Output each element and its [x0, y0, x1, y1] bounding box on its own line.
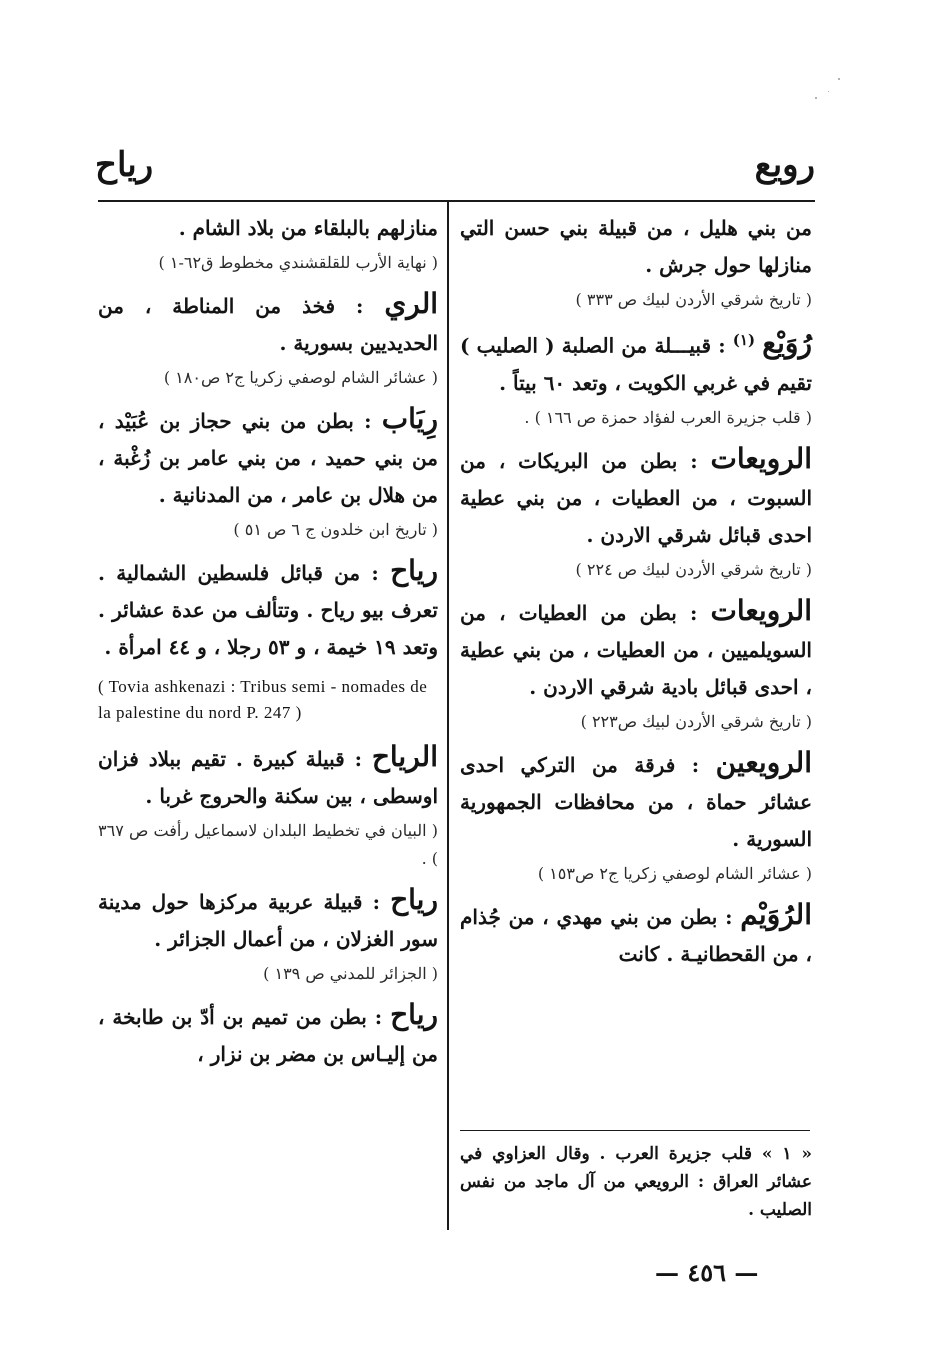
source-citation: ( عشائر الشام لوصفي زكريا ج٢ ص١٨٠ ) [163, 368, 438, 387]
dictionary-entry [460, 592, 812, 706]
entry-headword: رياح [390, 998, 439, 1031]
entry-text: منازلهم بالبلقاء من بلاد الشام . [178, 216, 438, 240]
entry-headword: الرُوَيْم [740, 897, 812, 931]
entry-text: : بطن من البريكات ، من السبوت ، من العطيات ، من بني عطية احدى قبائل شرقي الاردن . [460, 448, 812, 547]
footnote-rule [460, 1130, 810, 1131]
entry-headword: الرويعين [715, 745, 812, 779]
entry-text: : فخذ من المناطة ، من الحديديين بسورية . [98, 294, 438, 355]
source-citation: ( تاريخ شرقي الأردن لبيك ص٢٢٣ ) [580, 711, 812, 731]
entry-headword: الري [384, 287, 439, 320]
running-head-right: رويع [754, 145, 815, 185]
scan-speck [815, 97, 817, 99]
source-citation: ( تاريخ ابن خلدون ج ٦ ص ٥١ ) [233, 520, 438, 539]
dictionary-entry [98, 400, 438, 514]
dictionary-entry [460, 744, 812, 858]
entry-text: : قبيلة عربية مركزها حول مدينة سور الغزلان ، من أعمال الجزائر . [98, 890, 438, 951]
entry-text: : بطن من بني حجاز بن عُبَيْد ، من بني حميد ، من بني عامر بن زُغْبة ، من هلال بن عامر ، من المدنانية . [98, 409, 438, 507]
dictionary-entry [98, 881, 438, 958]
left-column [98, 210, 438, 1073]
entry-headword: رياح [390, 883, 438, 916]
source-citation: ( عشائر الشام لوصفي زكريا ج٢ ص١٥٣ ) [537, 863, 812, 883]
entry-headword: الرويعات [710, 441, 812, 475]
entry-text: : قبيـــلة من الصلبة ( الصليب ) تقيم في غربي الكويت ، وتعد ٦٠ بيتاً . [460, 333, 812, 395]
entry-headword: رُوَيْع [762, 326, 812, 360]
entry-text: : فرقة من التركي احدى عشائر حماة ، من محافظات الجمهورية السورية . [460, 752, 812, 851]
latin-citation: ( Tovia ashkenazi : Tribus semi - nomades de la palestine du nord P. 247 ) [98, 677, 428, 722]
dictionary-entry [98, 738, 438, 815]
dictionary-entry [460, 896, 812, 973]
source-citation: ( تاريخ شرقي الأردن لبيك ص ٣٣٣ ) [575, 290, 812, 309]
entry-headword: رِيَاب [381, 402, 438, 435]
entry-text: : بطن من العطيات ، من السويلميين ، من العطيات ، من بني عطية ، احدى قبائل بادية شرقي الاردن . [460, 600, 812, 699]
entry-text: : بطن من تميم بن أدّ بن طابخة ، من إليـاس بن مضر بن نزار ، [98, 1005, 438, 1066]
source-citation: ( تاريخ شرقي الأردن لبيك ص ٢٢٤ ) [575, 559, 812, 579]
dictionary-entry [98, 552, 438, 666]
entry-text: : من قبائل فلسطين الشمالية . تعرف بيو رياح . وتتألف من عدة عشائر . وتعد ١٩ خيمة ، و ٥٣ رجلا ، و ٤٤ امرأة . [98, 561, 438, 659]
page-number: — ٤٥٦ — [655, 1258, 759, 1287]
footnote-ref: (١) [732, 331, 756, 349]
dictionary-entry [98, 285, 438, 362]
dictionary-entry [460, 440, 812, 554]
entry-headword: رياح [390, 554, 438, 587]
entry-text: : قبيلة كبيرة . تقيم ببلاد فزان اوسطى ، بين سكنة والحروج غربا . [98, 747, 438, 808]
footnote: « ١ » قلب جزيرة العرب . وقال العزاوي في عشائر العراق : الرويعي من آل ماجد من نفس الصليب . [460, 1144, 812, 1220]
source-citation: ( نهاية الأرب للقلقشندي مخطوط ق٦٢-١ ) [158, 253, 438, 272]
scan-speck [828, 91, 829, 92]
entry-headword: الرويعات [710, 593, 812, 627]
column-divider [447, 202, 449, 1230]
dictionary-entry [460, 322, 812, 402]
entry-text: : بطن من بني مهدي ، من جُذام ، من القحطانيـة . كانت [460, 904, 812, 966]
scan-speck [838, 78, 840, 80]
source-citation: ( البيان في تخطيط البلدان لاسماعيل رأفت ص ٣٦٧ ) . [98, 821, 438, 868]
source-citation: ( قلب جزيرة العرب لفؤاد حمزة ص ١٦٦ ) . [524, 407, 812, 427]
entry-text: من بني هليل ، من قبيلة بني حسن التي منازلها حول جرش . [460, 216, 812, 277]
dictionary-entry [98, 996, 438, 1073]
entry-headword: الرياح [371, 740, 438, 773]
source-citation: ( الجزائر للمدني ص ١٣٩ ) [263, 964, 438, 983]
right-column [460, 210, 812, 973]
header-rule [98, 200, 815, 202]
running-head-left: رياح [95, 145, 154, 185]
